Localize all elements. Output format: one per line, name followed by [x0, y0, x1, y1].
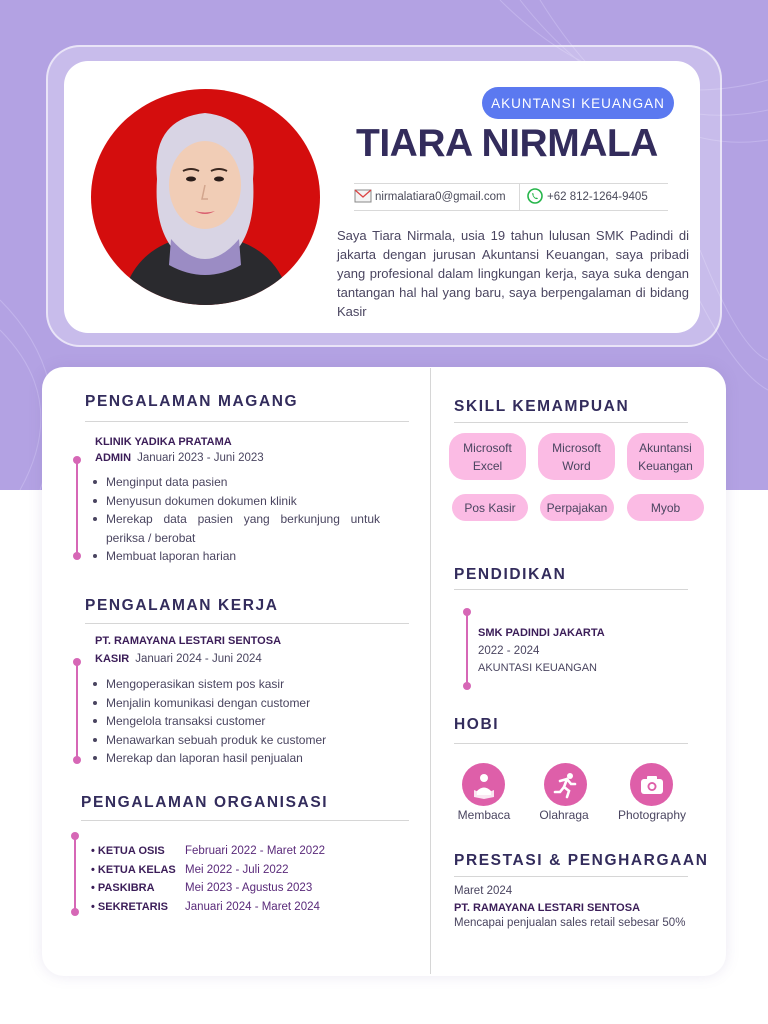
- timeline-dot: [73, 456, 81, 464]
- org-period: Februari 2022 - Maret 2022: [185, 845, 325, 858]
- skill-chip: Myob: [627, 494, 704, 521]
- list-item: Menjalin komunikasi dengan customer: [88, 694, 388, 713]
- award-date: Maret 2024: [454, 885, 513, 897]
- school-major: AKUNTASI KEUANGAN: [478, 662, 597, 674]
- kerja-list: [88, 675, 388, 768]
- org-period: Januari 2024 - Maret 2024: [185, 900, 320, 913]
- phone-text: +62 812-1264-9405: [547, 191, 648, 203]
- skill-chip: Microsoft Word: [538, 433, 615, 480]
- magang-role: ADMIN: [95, 452, 132, 464]
- award-org: PT. RAMAYANA LESTARI SENTOSA: [454, 902, 641, 914]
- magang-role-line: [95, 452, 264, 464]
- profile-photo: [91, 89, 320, 305]
- section-rule: [81, 820, 409, 821]
- list-item: Mengelola transaksi customer: [88, 712, 388, 731]
- school-years: 2022 - 2024: [478, 645, 540, 657]
- timeline-line: [76, 662, 78, 760]
- timeline-dot: [71, 832, 79, 840]
- section-rule: [454, 743, 688, 744]
- kerja-role-line: [95, 653, 262, 665]
- person-name: TIARA NIRMALA: [356, 122, 658, 165]
- section-rule: [454, 589, 688, 590]
- org-period: Mei 2023 - Agustus 2023: [185, 882, 313, 895]
- section-title-hobi: HOBI: [454, 716, 500, 733]
- email-contact[interactable]: [354, 184, 520, 210]
- timeline-line: [466, 612, 468, 686]
- list-item: Menawarkan sebuah produk ke customer: [88, 731, 388, 750]
- table-row: [91, 842, 325, 861]
- table-row: [91, 879, 325, 898]
- kerja-role: KASIR: [95, 653, 130, 665]
- camera-icon: [630, 763, 673, 806]
- magang-list: [88, 473, 380, 566]
- timeline-dot: [73, 658, 81, 666]
- hobby-label: Photography: [617, 808, 687, 822]
- section-title-prestasi: PRESTASI & PENGHARGAAN: [454, 852, 709, 869]
- list-item: Menyusun dokumen dokumen klinik: [88, 492, 380, 511]
- skill-chip: Pos Kasir: [452, 494, 528, 521]
- timeline-dot: [463, 682, 471, 690]
- skill-chip: Microsoft Excel: [449, 433, 526, 480]
- org-period: Mei 2022 - Juli 2022: [185, 863, 289, 876]
- timeline-dot: [73, 552, 81, 560]
- timeline-line: [76, 460, 78, 556]
- list-item: Mengoperasikan sistem pos kasir: [88, 675, 388, 694]
- list-item: Membuat laporan harian: [88, 547, 380, 566]
- kerja-org: PT. RAMAYANA LESTARI SENTOSA: [95, 635, 282, 647]
- running-icon: [544, 763, 587, 806]
- reading-icon: [462, 763, 505, 806]
- whatsapp-icon: [527, 188, 543, 207]
- email-text: nirmalatiara0@gmail.com: [375, 191, 506, 203]
- school-name: SMK PADINDI JAKARTA: [478, 627, 605, 639]
- section-rule: [454, 876, 688, 877]
- section-title-skill: SKILL KEMAMPUAN: [454, 398, 630, 415]
- section-title-magang: PENGALAMAN MAGANG: [85, 393, 299, 410]
- envelope-icon: [354, 189, 372, 206]
- hobby-label: Membaca: [457, 808, 511, 822]
- magang-period: Januari 2023 - Juni 2023: [137, 452, 264, 464]
- list-item: Menginput data pasien: [88, 473, 380, 492]
- section-rule: [85, 623, 409, 624]
- skill-chip: Akuntansi Keuangan: [627, 433, 704, 480]
- org-role: • PASKIBRA: [91, 882, 155, 895]
- list-item: Merekap dan laporan hasil penjualan: [88, 749, 388, 768]
- org-role: • KETUA OSIS: [91, 845, 165, 858]
- timeline-dot: [73, 756, 81, 764]
- org-role: • SEKRETARIS: [91, 900, 168, 913]
- job-title-badge: AKUNTANSI KEUANGAN: [482, 87, 674, 119]
- section-title-pendidikan: PENDIDIKAN: [454, 566, 567, 583]
- list-item: Merekap data pasien yang berkunjung untuk periksa / berobat: [88, 510, 380, 547]
- award-description: Mencapai penjualan sales retail sebesar 50%: [454, 917, 686, 929]
- column-divider: [430, 368, 431, 974]
- contact-row: [354, 183, 668, 211]
- section-title-kerja: PENGALAMAN KERJA: [85, 597, 279, 614]
- table-row: [91, 861, 325, 880]
- kerja-period: Januari 2024 - Juni 2024: [135, 653, 262, 665]
- magang-org: KLINIK YADIKA PRATAMA: [95, 436, 232, 448]
- timeline-line: [74, 836, 76, 912]
- timeline-dot: [463, 608, 471, 616]
- table-row: [91, 898, 325, 917]
- timeline-dot: [71, 908, 79, 916]
- about-paragraph: Saya Tiara Nirmala, usia 19 tahun lulusan SMK Padindi di jakarta dengan jurusan Akuntansi Keuangan, saya pribadi yang profesional dalam lingkungan kerja, saya suka dengan tantangan hal hal yang baru, saya berpengalaman di bidang Kasir: [337, 228, 689, 319]
- phone-contact[interactable]: [520, 188, 648, 207]
- section-rule: [454, 422, 688, 423]
- organisasi-list: [91, 842, 325, 916]
- skill-chip: Perpajakan: [540, 494, 614, 521]
- section-rule: [85, 421, 409, 422]
- hobby-label: Olahraga: [539, 808, 589, 822]
- org-role: • KETUA KELAS: [91, 863, 176, 876]
- section-title-organisasi: PENGALAMAN ORGANISASI: [81, 794, 329, 811]
